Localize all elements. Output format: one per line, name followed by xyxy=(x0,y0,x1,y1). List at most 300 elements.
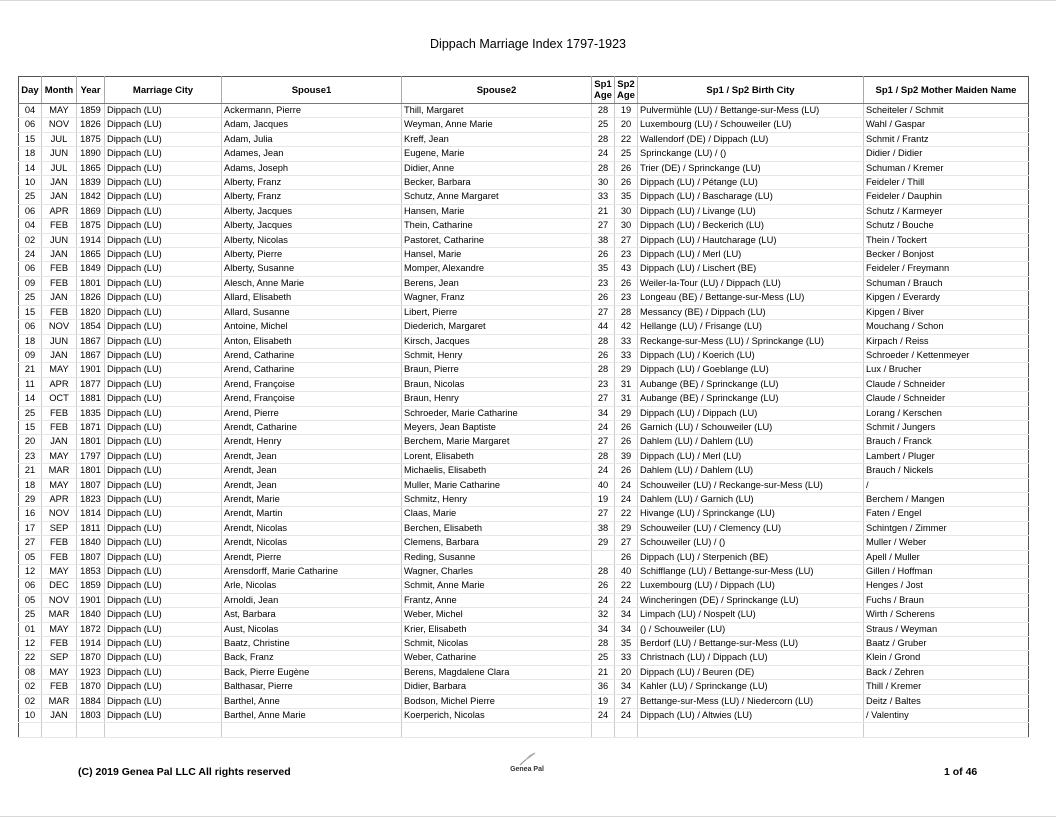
cell-mother-maiden-name: Fuchs / Braun xyxy=(864,593,1029,607)
cell-mother-maiden-name: Schuman / Brauch xyxy=(864,276,1029,290)
cell-month: FEB xyxy=(42,637,77,651)
cell-spouse2: Thein, Catharine xyxy=(402,219,592,233)
cell-year: 1865 xyxy=(77,161,105,175)
cell-spouse1: Alberty, Nicolas xyxy=(222,233,402,247)
cell-sp2-age: 27 xyxy=(615,694,638,708)
cell-mother-maiden-name: Wirth / Scherens xyxy=(864,608,1029,622)
cell-spouse2: Reding, Susanne xyxy=(402,550,592,564)
table-row xyxy=(19,406,1029,420)
cell-birth-city: Reckange-sur-Mess (LU) / Sprinckange (LU) xyxy=(638,334,864,348)
table-row xyxy=(19,478,1029,492)
cell-sp2-age: 34 xyxy=(615,680,638,694)
cell-spouse2: Braun, Pierre xyxy=(402,363,592,377)
cell-birth-city: Limpach (LU) / Nospelt (LU) xyxy=(638,608,864,622)
cell-year: 1890 xyxy=(77,147,105,161)
cell-month: NOV xyxy=(42,320,77,334)
cell-marriage-city: Dippach (LU) xyxy=(105,420,222,434)
cell-day: 18 xyxy=(19,334,42,348)
cell-sp2-age: 30 xyxy=(615,204,638,218)
table-row xyxy=(19,492,1029,506)
cell-marriage-city: Dippach (LU) xyxy=(105,478,222,492)
cell-year: 1839 xyxy=(77,176,105,190)
cell-sp2-age: 25 xyxy=(615,147,638,161)
cell-month: FEB xyxy=(42,262,77,276)
empty-cell xyxy=(42,723,77,738)
cell-spouse1: Barthel, Anne xyxy=(222,694,402,708)
cell-spouse1: Alberty, Franz xyxy=(222,176,402,190)
table-row xyxy=(19,363,1029,377)
cell-birth-city: Christnach (LU) / Dippach (LU) xyxy=(638,651,864,665)
cell-year: 1914 xyxy=(77,233,105,247)
cell-year: 1854 xyxy=(77,320,105,334)
col-day: Day xyxy=(19,77,42,104)
cell-year: 1853 xyxy=(77,565,105,579)
cell-month: MAY xyxy=(42,565,77,579)
table-row xyxy=(19,565,1029,579)
cell-marriage-city: Dippach (LU) xyxy=(105,665,222,679)
table-row xyxy=(19,507,1029,521)
cell-year: 1803 xyxy=(77,709,105,723)
cell-year: 1859 xyxy=(77,104,105,118)
cell-mother-maiden-name: Gillen / Hoffman xyxy=(864,565,1029,579)
cell-spouse2: Koerperich, Nicolas xyxy=(402,709,592,723)
cell-month: APR xyxy=(42,377,77,391)
cell-month: JUN xyxy=(42,233,77,247)
cell-birth-city: Wallendorf (DE) / Dippach (LU) xyxy=(638,132,864,146)
cell-spouse1: Arend, Pierre xyxy=(222,406,402,420)
table-row xyxy=(19,420,1029,434)
cell-day: 25 xyxy=(19,291,42,305)
cell-marriage-city: Dippach (LU) xyxy=(105,190,222,204)
cell-mother-maiden-name: Schuman / Kremer xyxy=(864,161,1029,175)
cell-marriage-city: Dippach (LU) xyxy=(105,406,222,420)
empty-row xyxy=(19,723,1029,738)
cell-sp1-age: 24 xyxy=(592,147,615,161)
cell-sp1-age: 19 xyxy=(592,694,615,708)
cell-mother-maiden-name: Lorang / Kerschen xyxy=(864,406,1029,420)
cell-sp1-age: 19 xyxy=(592,492,615,506)
cell-birth-city: Schouweiler (LU) / Clemency (LU) xyxy=(638,521,864,535)
cell-mother-maiden-name: Apell / Muller xyxy=(864,550,1029,564)
cell-month: JAN xyxy=(42,709,77,723)
cell-spouse2: Bodson, Michel Pierre xyxy=(402,694,592,708)
table-row xyxy=(19,435,1029,449)
cell-sp1-age: 28 xyxy=(592,104,615,118)
cell-day: 14 xyxy=(19,392,42,406)
cell-month: FEB xyxy=(42,276,77,290)
top-border xyxy=(0,0,1056,1)
table-row xyxy=(19,161,1029,175)
cell-birth-city: Dippach (LU) / Merl (LU) xyxy=(638,449,864,463)
cell-marriage-city: Dippach (LU) xyxy=(105,233,222,247)
cell-year: 1871 xyxy=(77,420,105,434)
table-row xyxy=(19,449,1029,463)
cell-sp1-age: 27 xyxy=(592,219,615,233)
cell-year: 1849 xyxy=(77,262,105,276)
cell-mother-maiden-name: Muller / Weber xyxy=(864,536,1029,550)
cell-spouse2: Libert, Pierre xyxy=(402,305,592,319)
cell-sp2-age: 20 xyxy=(615,665,638,679)
table-row xyxy=(19,176,1029,190)
cell-year: 1807 xyxy=(77,478,105,492)
cell-spouse1: Ast, Barbara xyxy=(222,608,402,622)
col-month: Month xyxy=(42,77,77,104)
cell-day: 05 xyxy=(19,550,42,564)
col-marriage-city: Marriage City xyxy=(105,77,222,104)
cell-sp2-age: 34 xyxy=(615,608,638,622)
table-row xyxy=(19,190,1029,204)
cell-sp1-age: 36 xyxy=(592,680,615,694)
cell-month: JAN xyxy=(42,176,77,190)
cell-spouse1: Back, Franz xyxy=(222,651,402,665)
page-number: 1 of 46 xyxy=(944,766,978,778)
cell-sp2-age: 43 xyxy=(615,262,638,276)
cell-day: 24 xyxy=(19,248,42,262)
table-row xyxy=(19,147,1029,161)
cell-day: 08 xyxy=(19,665,42,679)
cell-month: MAY xyxy=(42,104,77,118)
cell-year: 1901 xyxy=(77,363,105,377)
cell-spouse1: Alberty, Jacques xyxy=(222,219,402,233)
cell-spouse1: Arendt, Martin xyxy=(222,507,402,521)
cell-spouse2: Eugene, Marie xyxy=(402,147,592,161)
cell-year: 1867 xyxy=(77,334,105,348)
cell-spouse2: Pastoret, Catharine xyxy=(402,233,592,247)
cell-mother-maiden-name: Becker / Bonjost xyxy=(864,248,1029,262)
cell-day: 09 xyxy=(19,276,42,290)
cell-spouse2: Hansen, Marie xyxy=(402,204,592,218)
cell-spouse2: Didier, Anne xyxy=(402,161,592,175)
empty-cell xyxy=(77,723,105,738)
cell-mother-maiden-name: Klein / Grond xyxy=(864,651,1029,665)
cell-birth-city: Dippach (LU) / Dippach (LU) xyxy=(638,406,864,420)
cell-marriage-city: Dippach (LU) xyxy=(105,709,222,723)
cell-year: 1901 xyxy=(77,593,105,607)
cell-month: MAR xyxy=(42,694,77,708)
cell-spouse2: Berchen, Elisabeth xyxy=(402,521,592,535)
cell-spouse2: Braun, Nicolas xyxy=(402,377,592,391)
cell-spouse1: Adam, Jacques xyxy=(222,118,402,132)
empty-cell xyxy=(19,723,42,738)
cell-spouse1: Alesch, Anne Marie xyxy=(222,276,402,290)
cell-year: 1884 xyxy=(77,694,105,708)
table-row xyxy=(19,219,1029,233)
table-row xyxy=(19,622,1029,636)
table-row xyxy=(19,665,1029,679)
table-row xyxy=(19,651,1029,665)
cell-sp1-age: 26 xyxy=(592,291,615,305)
cell-spouse1: Arendt, Jean xyxy=(222,464,402,478)
cell-marriage-city: Dippach (LU) xyxy=(105,377,222,391)
cell-month: JAN xyxy=(42,435,77,449)
cell-marriage-city: Dippach (LU) xyxy=(105,579,222,593)
cell-spouse2: Frantz, Anne xyxy=(402,593,592,607)
cell-spouse2: Hansel, Marie xyxy=(402,248,592,262)
table-row xyxy=(19,132,1029,146)
cell-year: 1826 xyxy=(77,291,105,305)
table-row xyxy=(19,521,1029,535)
table-row xyxy=(19,233,1029,247)
cell-year: 1840 xyxy=(77,608,105,622)
cell-birth-city: Luxembourg (LU) / Dippach (LU) xyxy=(638,579,864,593)
cell-year: 1875 xyxy=(77,219,105,233)
cell-birth-city: Bettange-sur-Mess (LU) / Niedercorn (LU) xyxy=(638,694,864,708)
cell-mother-maiden-name: Kipgen / Biver xyxy=(864,305,1029,319)
table-row xyxy=(19,377,1029,391)
cell-year: 1801 xyxy=(77,464,105,478)
cell-day: 12 xyxy=(19,637,42,651)
cell-birth-city: Dippach (LU) / Beuren (DE) xyxy=(638,665,864,679)
logo-text: Genea Pal xyxy=(510,766,544,773)
cell-marriage-city: Dippach (LU) xyxy=(105,363,222,377)
cell-mother-maiden-name: Schintgen / Zimmer xyxy=(864,521,1029,535)
cell-year: 1870 xyxy=(77,651,105,665)
cell-spouse2: Berchem, Marie Margaret xyxy=(402,435,592,449)
cell-sp2-age: 33 xyxy=(615,334,638,348)
cell-day: 18 xyxy=(19,478,42,492)
cell-spouse2: Weyman, Anne Marie xyxy=(402,118,592,132)
cell-sp2-age: 22 xyxy=(615,507,638,521)
cell-spouse2: Claas, Marie xyxy=(402,507,592,521)
cell-birth-city: Dippach (LU) / Lischert (BE) xyxy=(638,262,864,276)
table-row xyxy=(19,262,1029,276)
cell-spouse2: Krier, Elisabeth xyxy=(402,622,592,636)
cell-year: 1869 xyxy=(77,204,105,218)
cell-spouse2: Meyers, Jean Baptiste xyxy=(402,420,592,434)
cell-year: 1840 xyxy=(77,536,105,550)
cell-birth-city: Dippach (LU) / Bascharage (LU) xyxy=(638,190,864,204)
cell-marriage-city: Dippach (LU) xyxy=(105,176,222,190)
cell-sp1-age: 27 xyxy=(592,392,615,406)
cell-sp2-age: 40 xyxy=(615,565,638,579)
cell-marriage-city: Dippach (LU) xyxy=(105,464,222,478)
cell-day: 22 xyxy=(19,651,42,665)
col-sp2-age: Sp2 Age xyxy=(615,77,638,104)
cell-sp1-age: 28 xyxy=(592,161,615,175)
cell-month: FEB xyxy=(42,406,77,420)
cell-day: 18 xyxy=(19,147,42,161)
cell-mother-maiden-name: Thein / Tockert xyxy=(864,233,1029,247)
cell-day: 11 xyxy=(19,377,42,391)
cell-marriage-city: Dippach (LU) xyxy=(105,132,222,146)
cell-day: 05 xyxy=(19,593,42,607)
cell-mother-maiden-name: Back / Zehren xyxy=(864,665,1029,679)
cell-year: 1867 xyxy=(77,348,105,362)
cell-sp1-age: 26 xyxy=(592,348,615,362)
cell-marriage-city: Dippach (LU) xyxy=(105,550,222,564)
cell-spouse2: Schmit, Henry xyxy=(402,348,592,362)
cell-sp2-age: 31 xyxy=(615,392,638,406)
table-row xyxy=(19,579,1029,593)
table-row xyxy=(19,637,1029,651)
cell-marriage-city: Dippach (LU) xyxy=(105,161,222,175)
cell-spouse1: Arend, Catharine xyxy=(222,363,402,377)
cell-month: SEP xyxy=(42,651,77,665)
cell-sp2-age: 42 xyxy=(615,320,638,334)
cell-spouse2: Braun, Henry xyxy=(402,392,592,406)
cell-spouse2: Didier, Barbara xyxy=(402,680,592,694)
cell-spouse1: Adams, Joseph xyxy=(222,161,402,175)
cell-day: 01 xyxy=(19,622,42,636)
cell-spouse2: Schmit, Nicolas xyxy=(402,637,592,651)
cell-marriage-city: Dippach (LU) xyxy=(105,637,222,651)
cell-day: 16 xyxy=(19,507,42,521)
cell-mother-maiden-name: Scheiteler / Schmit xyxy=(864,104,1029,118)
cell-month: JUN xyxy=(42,147,77,161)
cell-day: 06 xyxy=(19,579,42,593)
cell-day: 29 xyxy=(19,492,42,506)
cell-birth-city: Dahlem (LU) / Dahlem (LU) xyxy=(638,464,864,478)
cell-sp2-age: 26 xyxy=(615,464,638,478)
cell-birth-city: Dippach (LU) / Pétange (LU) xyxy=(638,176,864,190)
cell-year: 1881 xyxy=(77,392,105,406)
cell-marriage-city: Dippach (LU) xyxy=(105,492,222,506)
cell-sp1-age: 28 xyxy=(592,637,615,651)
cell-year: 1872 xyxy=(77,622,105,636)
cell-sp1-age: 24 xyxy=(592,593,615,607)
cell-sp1-age: 24 xyxy=(592,464,615,478)
cell-mother-maiden-name: Mouchang / Schon xyxy=(864,320,1029,334)
cell-birth-city: Trier (DE) / Sprinckange (LU) xyxy=(638,161,864,175)
cell-birth-city: Aubange (BE) / Sprinckange (LU) xyxy=(638,392,864,406)
cell-spouse2: Thill, Margaret xyxy=(402,104,592,118)
cell-sp2-age: 26 xyxy=(615,176,638,190)
cell-birth-city: Dahlem (LU) / Garnich (LU) xyxy=(638,492,864,506)
cell-marriage-city: Dippach (LU) xyxy=(105,204,222,218)
cell-sp2-age: 29 xyxy=(615,406,638,420)
cell-sp1-age: 38 xyxy=(592,521,615,535)
cell-spouse2: Kreff, Jean xyxy=(402,132,592,146)
cell-year: 1835 xyxy=(77,406,105,420)
cell-sp2-age: 26 xyxy=(615,435,638,449)
cell-marriage-city: Dippach (LU) xyxy=(105,348,222,362)
cell-mother-maiden-name: Feideler / Dauphin xyxy=(864,190,1029,204)
table-row xyxy=(19,392,1029,406)
cell-spouse1: Arendt, Pierre xyxy=(222,550,402,564)
cell-marriage-city: Dippach (LU) xyxy=(105,565,222,579)
cell-birth-city: Dippach (LU) / Merl (LU) xyxy=(638,248,864,262)
cell-mother-maiden-name: Brauch / Nickels xyxy=(864,464,1029,478)
cell-marriage-city: Dippach (LU) xyxy=(105,334,222,348)
copyright-text: (C) 2019 Genea Pal LLC All rights reserved xyxy=(78,766,291,778)
table-row xyxy=(19,248,1029,262)
cell-month: FEB xyxy=(42,420,77,434)
cell-spouse2: Schroeder, Marie Catharine xyxy=(402,406,592,420)
cell-birth-city: Weiler-la-Tour (LU) / Dippach (LU) xyxy=(638,276,864,290)
cell-marriage-city: Dippach (LU) xyxy=(105,608,222,622)
cell-mother-maiden-name: Faten / Engel xyxy=(864,507,1029,521)
cell-month: JUN xyxy=(42,334,77,348)
table-row xyxy=(19,464,1029,478)
cell-spouse1: Arend, Catharine xyxy=(222,348,402,362)
cell-spouse2: Momper, Alexandre xyxy=(402,262,592,276)
cell-sp1-age xyxy=(592,550,615,564)
cell-spouse1: Alberty, Susanne xyxy=(222,262,402,276)
cell-marriage-city: Dippach (LU) xyxy=(105,694,222,708)
cell-year: 1826 xyxy=(77,118,105,132)
cell-mother-maiden-name: Lambert / Pluger xyxy=(864,449,1029,463)
cell-marriage-city: Dippach (LU) xyxy=(105,147,222,161)
cell-month: JUL xyxy=(42,132,77,146)
cell-year: 1823 xyxy=(77,492,105,506)
cell-sp1-age: 35 xyxy=(592,262,615,276)
cell-day: 02 xyxy=(19,694,42,708)
cell-birth-city: Dahlem (LU) / Dahlem (LU) xyxy=(638,435,864,449)
cell-day: 25 xyxy=(19,608,42,622)
cell-day: 02 xyxy=(19,680,42,694)
cell-sp1-age: 21 xyxy=(592,665,615,679)
cell-spouse1: Arendt, Nicolas xyxy=(222,521,402,535)
cell-mother-maiden-name: Wahl / Gaspar xyxy=(864,118,1029,132)
cell-day: 25 xyxy=(19,406,42,420)
cell-sp2-age: 30 xyxy=(615,219,638,233)
cell-month: MAY xyxy=(42,622,77,636)
cell-day: 14 xyxy=(19,161,42,175)
table-row xyxy=(19,680,1029,694)
cell-sp2-age: 24 xyxy=(615,593,638,607)
cell-mother-maiden-name: Baatz / Gruber xyxy=(864,637,1029,651)
cell-spouse1: Arnoldi, Jean xyxy=(222,593,402,607)
cell-day: 20 xyxy=(19,435,42,449)
cell-spouse1: Anton, Elisabeth xyxy=(222,334,402,348)
cell-spouse1: Ackermann, Pierre xyxy=(222,104,402,118)
cell-sp1-age: 38 xyxy=(592,233,615,247)
cell-month: NOV xyxy=(42,118,77,132)
cell-spouse2: Wagner, Franz xyxy=(402,291,592,305)
cell-birth-city: Hivange (LU) / Sprinckange (LU) xyxy=(638,507,864,521)
cell-spouse1: Arendt, Henry xyxy=(222,435,402,449)
cell-spouse1: Alberty, Jacques xyxy=(222,204,402,218)
cell-month: FEB xyxy=(42,305,77,319)
cell-spouse1: Allard, Elisabeth xyxy=(222,291,402,305)
cell-spouse1: Adam, Julia xyxy=(222,132,402,146)
cell-month: JAN xyxy=(42,291,77,305)
cell-sp2-age: 20 xyxy=(615,118,638,132)
cell-birth-city: Dippach (LU) / Sterpenich (BE) xyxy=(638,550,864,564)
cell-spouse1: Arle, Nicolas xyxy=(222,579,402,593)
cell-day: 06 xyxy=(19,118,42,132)
cell-day: 21 xyxy=(19,363,42,377)
empty-cell xyxy=(592,723,615,738)
cell-day: 02 xyxy=(19,233,42,247)
cell-sp1-age: 27 xyxy=(592,507,615,521)
cell-month: MAY xyxy=(42,665,77,679)
cell-sp2-age: 27 xyxy=(615,233,638,247)
cell-month: FEB xyxy=(42,219,77,233)
cell-birth-city: Messancy (BE) / Dippach (LU) xyxy=(638,305,864,319)
cell-birth-city: Longeau (BE) / Bettange-sur-Mess (LU) xyxy=(638,291,864,305)
marriage-index-table xyxy=(18,76,1029,738)
cell-birth-city: Dippach (LU) / Altwies (LU) xyxy=(638,709,864,723)
cell-marriage-city: Dippach (LU) xyxy=(105,276,222,290)
cell-day: 09 xyxy=(19,348,42,362)
cell-marriage-city: Dippach (LU) xyxy=(105,593,222,607)
cell-birth-city: Dippach (LU) / Koerich (LU) xyxy=(638,348,864,362)
cell-sp2-age: 22 xyxy=(615,579,638,593)
cell-marriage-city: Dippach (LU) xyxy=(105,392,222,406)
cell-marriage-city: Dippach (LU) xyxy=(105,305,222,319)
cell-day: 27 xyxy=(19,536,42,550)
empty-cell xyxy=(638,723,864,738)
cell-sp2-age: 19 xyxy=(615,104,638,118)
cell-year: 1807 xyxy=(77,550,105,564)
cell-day: 10 xyxy=(19,709,42,723)
cell-spouse1: Allard, Susanne xyxy=(222,305,402,319)
cell-sp1-age: 24 xyxy=(592,420,615,434)
cell-sp2-age: 33 xyxy=(615,651,638,665)
cell-marriage-city: Dippach (LU) xyxy=(105,521,222,535)
cell-sp2-age: 26 xyxy=(615,550,638,564)
